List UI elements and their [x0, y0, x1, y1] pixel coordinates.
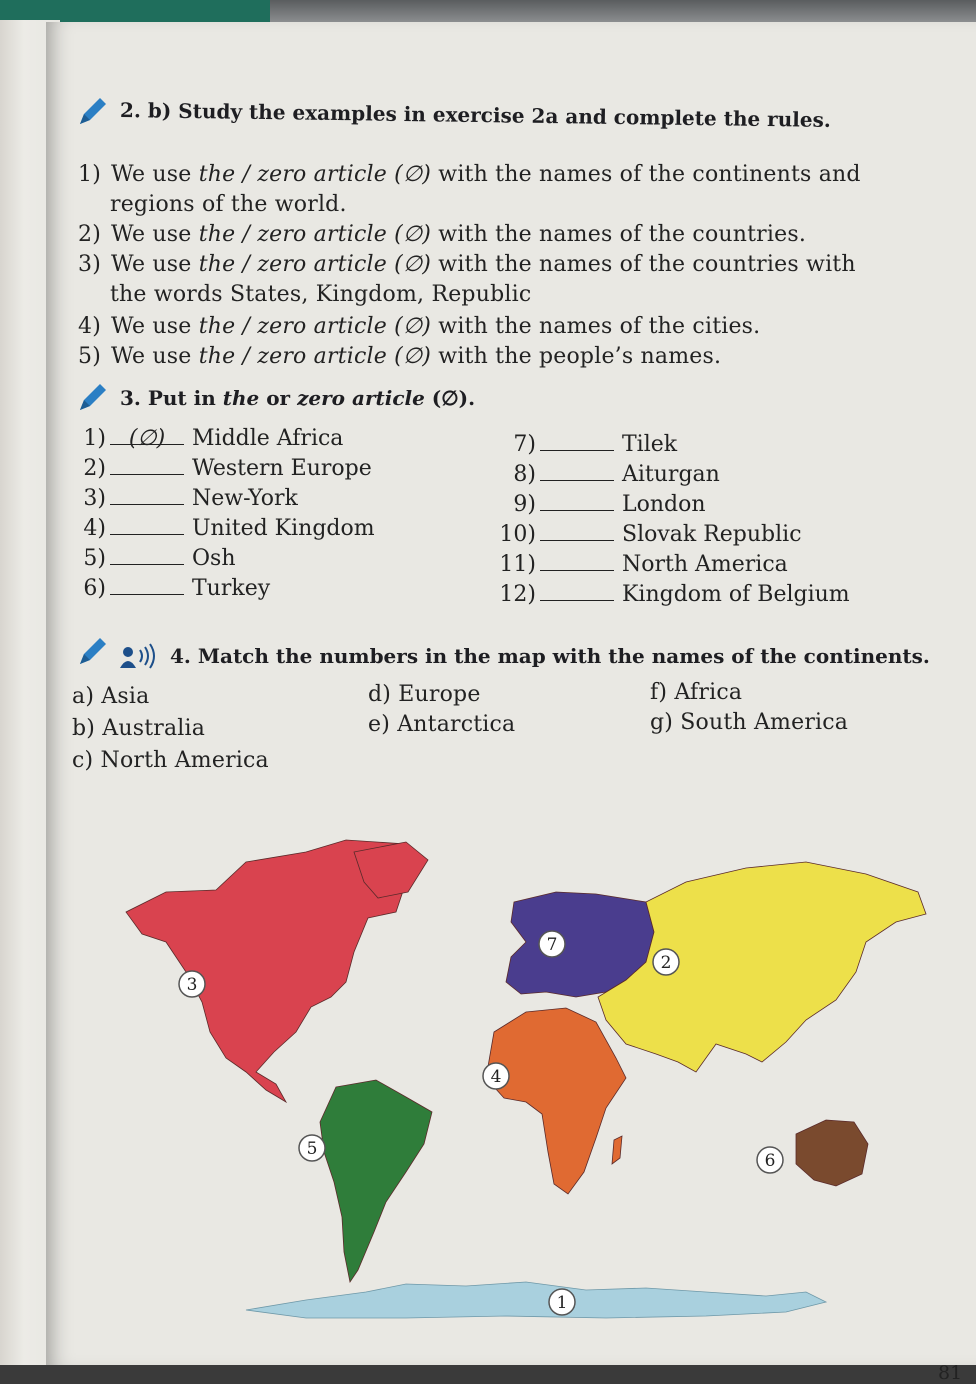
item-name: Slovak Republic — [622, 522, 802, 547]
map-marker-label: 4 — [490, 1067, 502, 1087]
map-marker-4 — [483, 1063, 509, 1089]
rule-text: the words States, Kingdom, Republic — [110, 282, 532, 307]
rule-number: 2) — [78, 222, 101, 247]
continent-option: g) South America — [650, 710, 849, 735]
exercise-3-heading: 3. Put in the or zero article (∅). — [120, 386, 476, 410]
rule-line — [78, 344, 721, 369]
continent-option: e) Antarctica — [368, 712, 516, 737]
item-name: Osh — [192, 546, 236, 571]
pencil-icon — [74, 380, 110, 416]
rule-line — [78, 314, 760, 339]
item-number: 2) — [83, 456, 106, 481]
map-marker-label: 7 — [546, 935, 558, 955]
textbook-page — [46, 22, 976, 1384]
item-number: 9) — [513, 492, 536, 517]
audio-listen-icon[interactable] — [118, 642, 162, 672]
article-item — [494, 492, 706, 517]
answer-blank[interactable] — [110, 546, 184, 565]
rule-line — [110, 282, 531, 307]
continent-option: d) Europe — [368, 682, 481, 707]
answer-blank[interactable]: (∅) — [110, 426, 184, 445]
book-cover-edge — [0, 0, 270, 22]
article-choice[interactable]: the / zero article (∅) — [198, 252, 432, 277]
article-item — [494, 522, 802, 547]
item-number: 4) — [83, 516, 106, 541]
answer-blank[interactable] — [540, 462, 614, 481]
map-marker-label: 6 — [764, 1151, 776, 1171]
continent-asia — [598, 862, 926, 1072]
rule-line — [78, 222, 806, 247]
continent-south-america — [320, 1080, 432, 1282]
rule-text: We use — [110, 344, 199, 369]
article-item — [64, 576, 270, 601]
item-name: Aiturgan — [622, 462, 720, 487]
continent-africa — [486, 1008, 626, 1194]
continent-option: b) Australia — [72, 716, 206, 741]
continent-option: a) Asia — [72, 684, 150, 709]
article-item — [494, 432, 677, 457]
item-number: 12) — [499, 582, 536, 607]
item-number: 11) — [499, 552, 536, 577]
map-marker-2 — [653, 949, 679, 975]
article-item — [64, 426, 343, 451]
item-number: 7) — [513, 432, 536, 457]
rule-number: 4) — [78, 314, 101, 339]
map-marker-5 — [299, 1135, 325, 1161]
item-name: Tilek — [622, 432, 678, 457]
article-choice[interactable]: the / zero article (∅) — [198, 162, 432, 187]
rule-line — [78, 252, 856, 277]
continent-option: c) North America — [72, 748, 269, 773]
rule-text: We use — [110, 314, 199, 339]
rule-text: We use — [110, 222, 199, 247]
item-number: 3) — [83, 486, 106, 511]
continent-option: f) Africa — [650, 680, 743, 705]
article-item — [494, 462, 720, 487]
island-madagascar — [612, 1136, 622, 1164]
continent-antarctica — [246, 1282, 826, 1318]
article-choice[interactable]: the / zero article (∅) — [198, 344, 432, 369]
map-marker-6 — [757, 1147, 783, 1173]
item-name: United Kingdom — [192, 516, 375, 541]
map-marker-label: 1 — [556, 1293, 568, 1313]
item-name: North America — [622, 552, 788, 577]
item-number: 8) — [513, 462, 536, 487]
rule-number: 1) — [78, 162, 101, 187]
item-name: London — [622, 492, 706, 517]
item-number: 10) — [499, 522, 536, 547]
rule-text: regions of the world. — [110, 192, 347, 217]
answer-blank[interactable] — [540, 522, 614, 541]
continent-australia — [796, 1120, 868, 1186]
exercise-2-heading: 2. b) Study the examples in exercise 2a and complete the rules. — [119, 98, 831, 132]
rule-text: with the people’s names. — [431, 344, 722, 369]
article-item — [494, 582, 850, 607]
page-number: 81 — [938, 1362, 963, 1384]
answer-blank[interactable] — [110, 486, 184, 505]
map-marker-7 — [539, 931, 565, 957]
item-number: 1) — [83, 426, 106, 451]
answer-blank[interactable] — [110, 456, 184, 475]
article-choice[interactable]: the / zero article (∅) — [198, 314, 432, 339]
world-map — [106, 822, 936, 1332]
rule-line — [78, 162, 861, 187]
rule-text: with the names of the countries. — [431, 222, 807, 247]
article-item — [64, 456, 372, 481]
rule-line — [110, 192, 347, 217]
answer-blank[interactable] — [110, 576, 184, 595]
article-item — [64, 546, 236, 571]
map-marker-label: 3 — [186, 975, 198, 995]
answer-blank[interactable] — [540, 552, 614, 571]
pencil-icon — [74, 94, 110, 130]
answer-blank[interactable] — [110, 516, 184, 535]
article-item — [64, 486, 298, 511]
map-marker-label: 5 — [306, 1139, 318, 1159]
rule-text: We use — [110, 162, 199, 187]
item-number: 5) — [83, 546, 106, 571]
rule-text: with the names of the cities. — [431, 314, 761, 339]
item-number: 6) — [83, 576, 106, 601]
item-name: Middle Africa — [192, 426, 344, 451]
article-item — [64, 516, 375, 541]
article-item — [494, 552, 788, 577]
map-marker-1 — [549, 1289, 575, 1315]
rule-number: 5) — [78, 344, 101, 369]
rule-number: 3) — [78, 252, 101, 277]
rule-text: with the names of the countries with — [431, 252, 856, 277]
item-name: Turkey — [192, 576, 271, 601]
map-marker-3 — [179, 971, 205, 997]
answer-blank[interactable] — [540, 492, 614, 511]
answer-blank[interactable] — [540, 582, 614, 601]
rule-text: with the names of the continents and — [431, 162, 861, 187]
item-name: Kingdom of Belgium — [622, 582, 850, 607]
item-name: Western Europe — [192, 456, 372, 481]
answer-blank[interactable] — [540, 432, 614, 451]
item-name: New-York — [192, 486, 298, 511]
rule-text: We use — [110, 252, 199, 277]
article-choice[interactable]: the / zero article (∅) — [198, 222, 432, 247]
pencil-icon — [74, 634, 110, 670]
exercise-4-heading: 4. Match the numbers in the map with the names of the continents. — [170, 644, 930, 668]
map-marker-label: 2 — [660, 953, 672, 973]
